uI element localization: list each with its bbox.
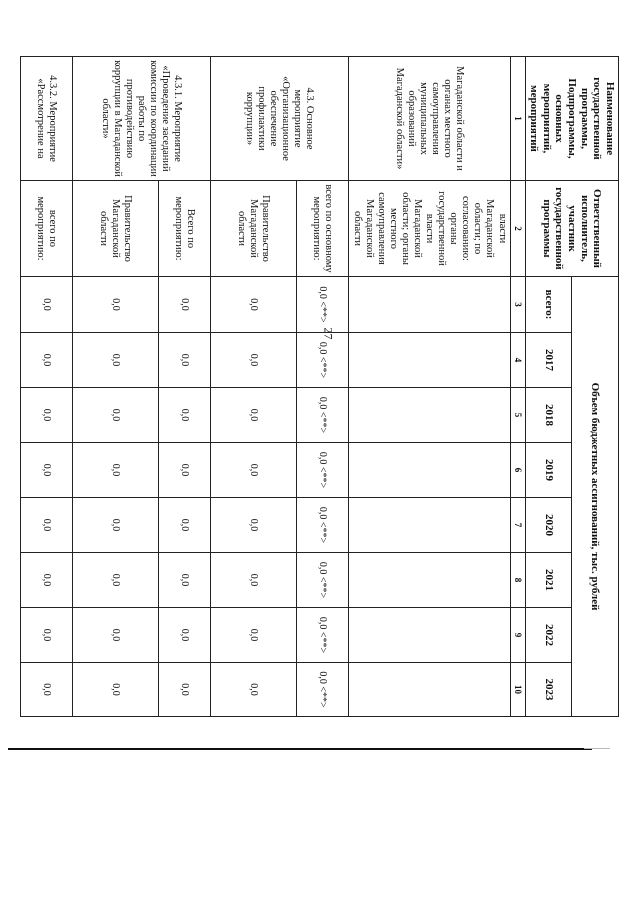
page-number: 27 <box>321 327 336 340</box>
value-cell: 0,0 <box>158 277 210 333</box>
header-year: 2020 <box>525 498 572 553</box>
value-cell: 0,0 <**> <box>296 553 348 608</box>
value-cell: 0,0 <**> <box>296 277 348 333</box>
row-executor: власти Магаданской области; по согласованию: органы государственной власти Магаданской области; органы местного самоуправления Магаданской области <box>348 181 510 277</box>
horizontal-rule-faint <box>584 748 610 749</box>
value-cell: 0,0 <box>210 498 296 553</box>
value-cell: 0,0 <box>158 333 210 388</box>
row-name: 4.3.1. Мероприятие «Проведение заседаний комиссии по координации работы по противодействию коррупции в Магаданской области» <box>72 57 210 181</box>
value-cell <box>348 333 510 388</box>
value-cell: 0,0 <box>72 388 158 443</box>
value-cell: 0,0 <box>72 443 158 498</box>
value-cell: 0,0 <box>72 333 158 388</box>
index-cell: 9 <box>510 608 525 663</box>
value-cell: 0,0 <box>20 553 72 608</box>
value-cell: 0,0 <box>20 388 72 443</box>
value-cell <box>348 498 510 553</box>
value-cell <box>348 388 510 443</box>
row-executor: Всего по мероприятию: <box>158 181 210 277</box>
table-row <box>296 57 348 717</box>
row-executor: Правительство Магаданской области <box>72 181 158 277</box>
row-executor: всего по основному мероприятию: <box>296 181 348 277</box>
row-name: 4.3. Основное мероприятие «Организационное обеспечение профилактики коррупции» <box>210 57 348 181</box>
header-year: 2021 <box>525 553 572 608</box>
index-cell: 3 <box>510 277 525 333</box>
value-cell: 0,0 <box>20 498 72 553</box>
value-cell: 0,0 <box>210 277 296 333</box>
header-year: 2022 <box>525 608 572 663</box>
value-cell: 0,0 <box>20 443 72 498</box>
value-cell: 0,0 <box>20 333 72 388</box>
rotated-table-container <box>35 56 619 716</box>
value-cell: 0,0 <box>72 553 158 608</box>
value-cell: 0,0 <**> <box>296 333 348 388</box>
header-name-col: Наименование государственной программы, Подпрограммы, основных мероприятий, мероприятий <box>525 57 618 181</box>
value-cell: 0,0 <box>72 498 158 553</box>
value-cell <box>348 277 510 333</box>
value-cell: 0,0 <box>158 553 210 608</box>
value-cell: 0,0 <box>210 388 296 443</box>
value-cell: 0,0 <box>20 608 72 663</box>
index-cell: 2 <box>510 181 525 277</box>
index-cell: 6 <box>510 443 525 498</box>
index-cell: 10 <box>510 663 525 717</box>
index-cell: 8 <box>510 553 525 608</box>
header-executor-col: Ответственный исполнитель, участник государственной программы <box>525 181 618 277</box>
header-year: 2018 <box>525 388 572 443</box>
index-cell: 5 <box>510 388 525 443</box>
value-cell: 0,0 <**> <box>296 608 348 663</box>
value-cell: 0,0 <**> <box>296 443 348 498</box>
value-cell: 0,0 <box>72 663 158 717</box>
header-budget-title: Объем бюджетных ассигнований, тыс. рублей <box>572 277 619 717</box>
value-cell <box>348 608 510 663</box>
value-cell: 0,0 <box>210 443 296 498</box>
index-row <box>510 57 525 717</box>
value-cell: 0,0 <box>72 608 158 663</box>
value-cell: 0,0 <**> <box>296 388 348 443</box>
value-cell: 0,0 <box>158 443 210 498</box>
value-cell: 0,0 <box>20 663 72 717</box>
table-row <box>20 57 72 717</box>
value-cell: 0,0 <box>158 388 210 443</box>
rotated-page-area <box>35 56 619 716</box>
value-cell: 0,0 <box>210 608 296 663</box>
value-cell: 0,0 <**> <box>296 663 348 717</box>
header-year: 2019 <box>525 443 572 498</box>
value-cell: 0,0 <box>158 498 210 553</box>
table-row <box>348 57 510 717</box>
value-cell: 0,0 <**> <box>296 498 348 553</box>
value-cell: 0,0 <box>210 553 296 608</box>
header-year: 2017 <box>525 333 572 388</box>
index-cell: 1 <box>510 57 525 181</box>
value-cell: 0,0 <box>158 608 210 663</box>
horizontal-rule <box>8 748 592 750</box>
row-executor: всего по мероприятию: <box>20 181 72 277</box>
value-cell: 0,0 <box>158 663 210 717</box>
value-cell: 0,0 <box>20 277 72 333</box>
value-cell: 0,0 <box>210 663 296 717</box>
row-name: Магаданской области и органах местного самоуправления муниципальных образований Магаданской области» <box>348 57 510 181</box>
header-total: всего: <box>525 277 572 333</box>
index-cell: 4 <box>510 333 525 388</box>
row-name: 4.3.2. Мероприятие «Рассмотрение на <box>20 57 72 181</box>
budget-table <box>20 56 619 717</box>
header-year: 2023 <box>525 663 572 717</box>
value-cell <box>348 553 510 608</box>
row-executor: Правительство Магаданской области <box>210 181 296 277</box>
value-cell: 0,0 <box>210 333 296 388</box>
value-cell <box>348 663 510 717</box>
value-cell <box>348 443 510 498</box>
table-row <box>158 57 210 717</box>
value-cell: 0,0 <box>72 277 158 333</box>
index-cell: 7 <box>510 498 525 553</box>
